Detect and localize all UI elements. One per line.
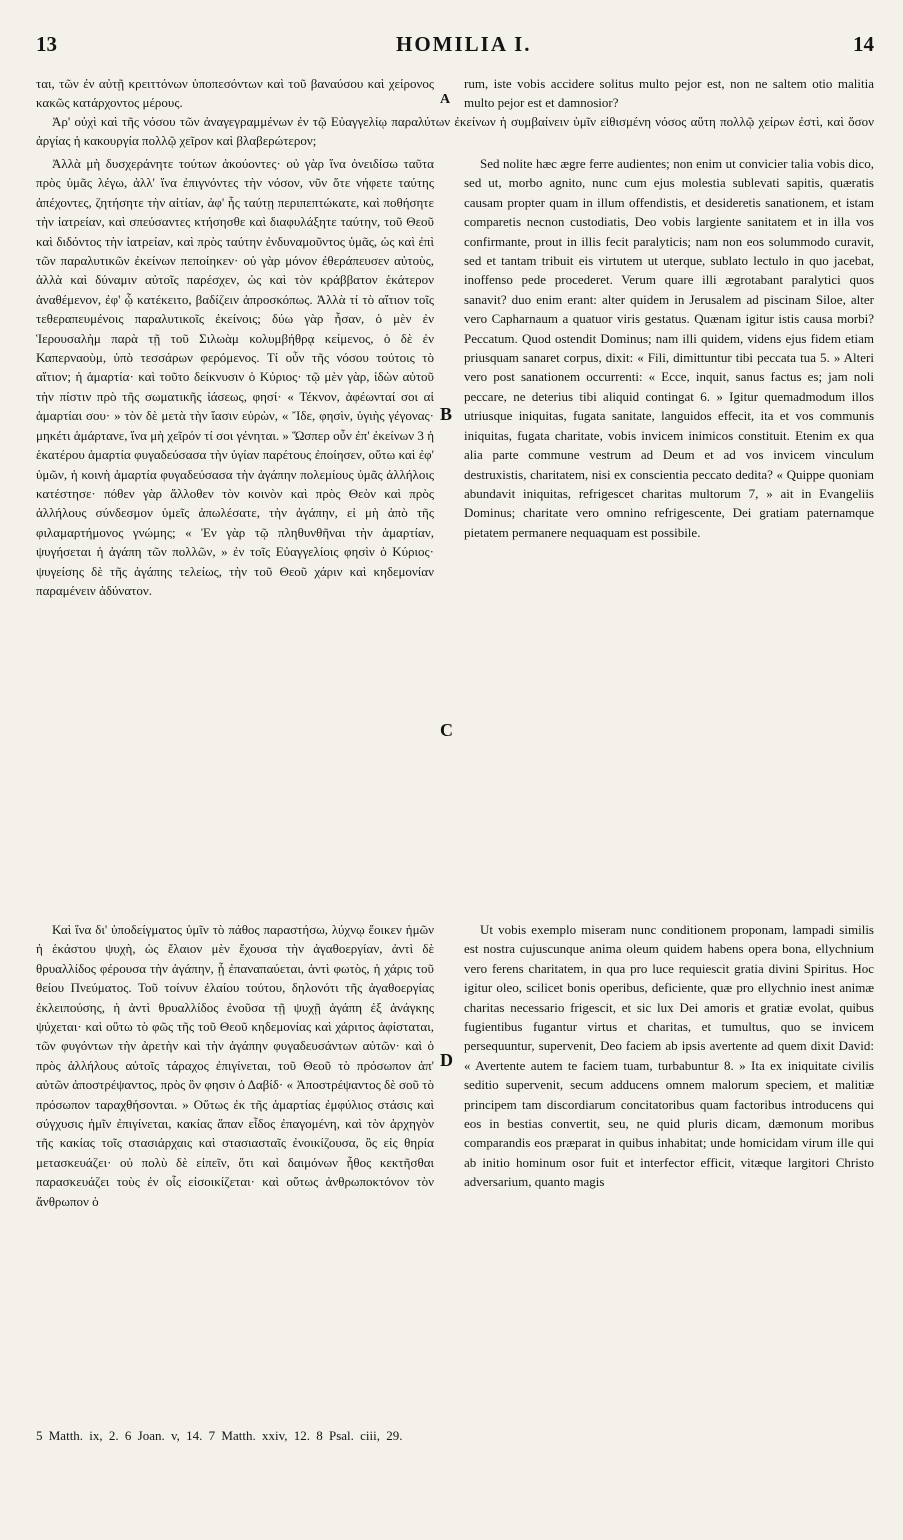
latin-paragraph-1: Sed nolite hæc ægre ferre audientes; non enim ut convicier talia vobis dico, sed ut, morbo agnito, nunc cum ejus molestia sublevati sapitis, quæratis causam propter quam in illum offendistis, et desideretis sanationem, et istam comparetis necnon custodiatis, Deo vobis largiente sanitatem et in illa vos confirmante, prout in illis fecit paralyticis; nam non eos solummodo curavit, sed et tantam tribuit eis virtutem ut uterque, sublato lectulo in quo jacebat, inoffenso pede procederet. Verum quare illi ægrotabant paralytici quos sanavit? duo enim erant: alter quidem in Jerusalem ad piscinam Siloe, alter vero Capharnaum a quatuor viris gestatus. Quænam igitur istis causa morbi? Peccatum. Quod ostendit Dominus; nam illi quidem, videns ejus fidem etiam priusquam sanaret corpus, dixit: « Fili, dimittuntur tibi peccata tua 5. » Alteri vero post sanationem occurrenti: « Ecce, inquit, sanus factus es; jam noli peccare, ne deterius tibi aliquid contingat 6. » Igitur quemadmodum illos utriusque iniquitas, fugata sanitate, languidos effecit, ita et vos communis iniquitas, fugata charitate, vobis invicem inimicos constituit. Etenim ex qua alia parte commune vestrum ad Deum et ad vos invicem vinculum destruxistis, charitatem, nisi ex conscientia peccato dedita? « Quippe quoniam abundavit iniquitas, refrigescet charitas multorum 7, » ait in Evangeliis Dominus; charitate vero omnino refrigescente, Dei gratiam paternamque pietatem permanere nequaquam est possibile.	[464, 156, 874, 540]
latin-column-2	[464, 920, 874, 1412]
section-marker-d: D	[440, 1050, 453, 1070]
book-page	[36, 30, 874, 1510]
greek-column-1	[36, 154, 434, 914]
latin-intro-column	[464, 74, 874, 113]
page-number-right: 14	[853, 32, 874, 56]
greek-intro-text: ται, τῶν ἐν αὐτῇ κρειττόνων ὑποπεσόντων καὶ τοῦ βαναύσου καὶ χείρονος κακῶς κατάρχοντος μέρους.	[36, 76, 434, 111]
latin-column-1	[464, 154, 874, 894]
running-header	[36, 30, 874, 60]
page-title: HOMILIA I.	[396, 32, 532, 56]
greek-full-width-text: Ἀρ' οὐχὶ καὶ τῆς νόσου τῶν ἀναγεγραμμένων ἐν τῷ Εὐαγγελίῳ παραλύτων ἐκείνων ἡ συμβαίνειν ὑμῖν εἰθισμένη νόσος αὕτη πολλῷ χείρων ἐστὶ, καὶ ὅσον ἀργίας ἡ κακουργία πολλῷ χεῖρον καὶ βλαβερώτερον;	[36, 114, 874, 149]
latin-intro-text: rum, iste vobis accidere solitus multo pejor est, non ne saltem otio malitia multo pejor est et damnosior?	[464, 76, 874, 111]
greek-column-2	[36, 920, 434, 1412]
page-number-left: 13	[36, 32, 57, 56]
latin-paragraph-2: Ut vobis exemplo miseram nunc conditionem proponam, lampadi similis est nostra cujuscunque anima oleum quidem habens opera bona, ellychnium vero ferens charitatem, in qua pro luce requiescit gratia divini Spiritus. Hoc igitur oleo, scilicet bonis operibus, deficiente, quæ pro ellychnio inest animæ charitas necessario frigescit, et sic lux Dei amoris et gratiæ evolat, quibus fugientibus fugantur virtus et charitas, et tumultus, quo se invicem persequuntur, supervenit, Deo faciem ab ipsis avertente ad quem dixit David: « Avertente autem te faciem tuam, turbabuntur 8. » Ita ex iniquitate civilis seditio supervenit, secum adducens omnem malorum speciem, et malitiæ principem tam discordiarum concitatoribus quam factoribus introducens qui eos in bestias convertit, seu, ne quid pluris dicam, dæmonum moribus comparandis eos præparat in quibus inhabitat; unde homicidam virum ille qui ab initio hominum osor fuit et interfector efficit, vitæque largitori Christo adversarium, quanto magis	[464, 922, 874, 1190]
section-marker-b: B	[440, 404, 453, 424]
greek-paragraph-2: Καὶ ἵνα δι' ὑποδείγματος ὑμῖν τὸ πάθος παραστήσω, λύχνῳ ἔοικεν ἡμῶν ἡ ἑκάστου ψυχὴ, ὡς ἔλαιον μὲν ἔχουσα τὴν ἀγαθοεργίαν, ἀντὶ δὲ θρυαλλίδος φέρουσα τὴν ἀγάπην, ᾗ ἐπαναπαύεται, ἀντὶ φωτὸς, ἡ χάρις τοῦ θείου Πνεύματος. Τοῦ τοίνυν ἐλαίου τούτου, δηλονότι τῆς ἀγαθοεργίας ἐκλειπούσης, ἡ ἀντὶ θρυαλλίδος ἐνοῦσα τῇ ψυχῇ ἀγάπη ἐξ ἀνάγκης ψύχεται· καὶ οὕτω τὸ φῶς τῆς τοῦ Θεοῦ κηδεμονίας καὶ χάριτος ἀφίσταται, τῶν φυγόντων τὴν ἀρετὴν καὶ τὴν ἀγάπην φυγαδευσάντων αὐτῶν· καὶ ὁ πρὸς ἀλλήλους αὐτοῖς τάραχος ἐπιγίνεται, τοῦ Θεοῦ τὸ πρόσωπον ἀπ' αὐτῶν ἀποστρέψαντος, πρὸς ὃν φησιν ὁ Δαβίδ· « Ἀποστρέψαντος δὲ σοῦ τὸ πρόσωπον ταραχθήσονται. » Οὕτως ἐκ τῆς ἁμαρτίας ἐμφύλιος στάσις καὶ σύγχυσις ἡμῖν ἐπιγίνεται, κακίας ἅπαν εἶδος ἐπαγομένη, καὶ τὸν ἀρχηγὸν τῆς κακίας τοῖς στασιάρχαις καὶ στασιασταῖς ἐνοικίζουσα, ὃς εἰς θηρία μετασκευάζει· οὐ πολὺ δὲ εἰπεῖν, ὅτι καὶ δαιμόνων ἦθος κεκτῆσθαι παρασκευάζει τοὺς ἐν οἷς εἰσοικίζεται· καὶ οὕτως ἀνθρωποκτόνον τὸν ἄνθρωπον ὁ	[36, 922, 434, 1209]
greek-full-width-line	[36, 112, 874, 151]
greek-intro-column	[36, 74, 434, 113]
greek-paragraph-1: Ἀλλὰ μὴ δυσχεράνητε τούτων ἀκούοντες· οὐ γὰρ ἵνα ὀνειδίσω ταῦτα πρὸς ὑμᾶς λέγω, ἀλλ' ἵνα ἐπιγνόντες τὴν νόσον, νῦν ὅτε νήφετε ταύτης ἀπέχοντες, ζητήσητε τὴν αἰτίαν, ἀφ' ἧς ταύτῃ περιπεπτώκατε, καὶ ποθήσητε τὴν ἰατρείαν, καὶ σπεύσαντες κτήσησθε καὶ διαφυλάξητε ταύτην, τοῦ Θεοῦ καὶ διδόντος τὴν ἰατρείαν, καὶ πρὸς ταύτην ἐνδυναμοῦντος ὑμᾶς, ὡς καὶ ἐπὶ τῶν παραλυτικῶν ἐκείνων πεποίηκεν· οὐ γὰρ μόνον ἐθεράπευσεν αὐτοὺς, ἀλλὰ καὶ δύναμιν αὐτοῖς παρέσχεν, ὡς καὶ τὸν κράββατον ἑκάτερον ἀναθέμενον, ἐφ' ᾧ κατέκειτο, βαδίζειν ἀπροσκόπως. Ἀλλὰ τί τὸ αἴτιον τοῖς τεθεραπευμένοις παραλυτικοῖς ἐκείνοις; δύω γὰρ ἦσαν, ὁ μὲν ἐν Ἱερουσαλὴμ παρὰ τῇ τοῦ Σιλωὰμ κολυμβήθρᾳ κείμενος, ὁ δὲ ἐν Καπερναοὺμ, ὑπὸ τεσσάρων φερόμενος. Τί οὖν τῆς νόσου τούτοις τὸ αἴτιον; ἡ ἁμαρτία· καὶ τοῦτο δείκνυσιν ὁ Κύριος· τῷ μὲν γὰρ, ἰδὼν αὐτοῦ τὴν πίστιν πρὸ τῆς σωματικῆς ἰάσεως, φησί· « Τέκνον, ἀφέωνταί σοι αἱ ἁμαρτίαι σου· » τὸν δὲ μετὰ τὴν ἴασιν εὑρὼν, « Ἴδε, φησὶν, ὑγιὴς γέγονας· μηκέτι ἁμάρτανε, ἵνα μὴ χεῖρόν τί σοι γένηται. » Ὥσπερ οὖν ἐπ' ἐκείνων 3 ἡ ἑκατέρου ἁμαρτία φυγαδεύσασα τὴν ὑγίαν παρέτους ἐποίησεν, οὕτω καὶ ἐφ' ὑμῶν, ἡ κοινὴ ἁμαρτία φυγαδεύσασα τὴν ἀγάπην πολεμίους ὑμᾶς ἀλλήλοις κατέστησε· πόθεν γὰρ ἄλλοθεν τὸν κοινὸν καὶ πρὸς Θεὸν καὶ πρὸς ἀλλήλους σύνδεσμον ὑμεῖς ἀπωλέσατε, τὴν ἀγάπην, εἰ μὴ ἀπὸ τῆς φιλαμαρτήμονος γνώμης; « Ἐν γὰρ τῷ πληθυνθῆναι τὴν ἁμαρτίαν, ψυγήσεται ἡ ἀγάπη τῶν πολλῶν, » ἐν τοῖς Εὐαγγελίοις φησὶν ὁ Κύριος· ψυγείσης δὲ τῆς ἀγάπης τελείως, τὴν τοῦ Θεοῦ χάριν καὶ κηδεμονίαν παραμένειν ἀδύνατον.	[36, 156, 434, 598]
section-marker-c: C	[440, 720, 453, 740]
footnotes: 5 Matth. ix, 2. 6 Joan. v, 14. 7 Matth. xxiv, 12. 8 Psal. ciii, 29.	[36, 1428, 403, 1443]
section-marker-a: A	[440, 92, 451, 107]
